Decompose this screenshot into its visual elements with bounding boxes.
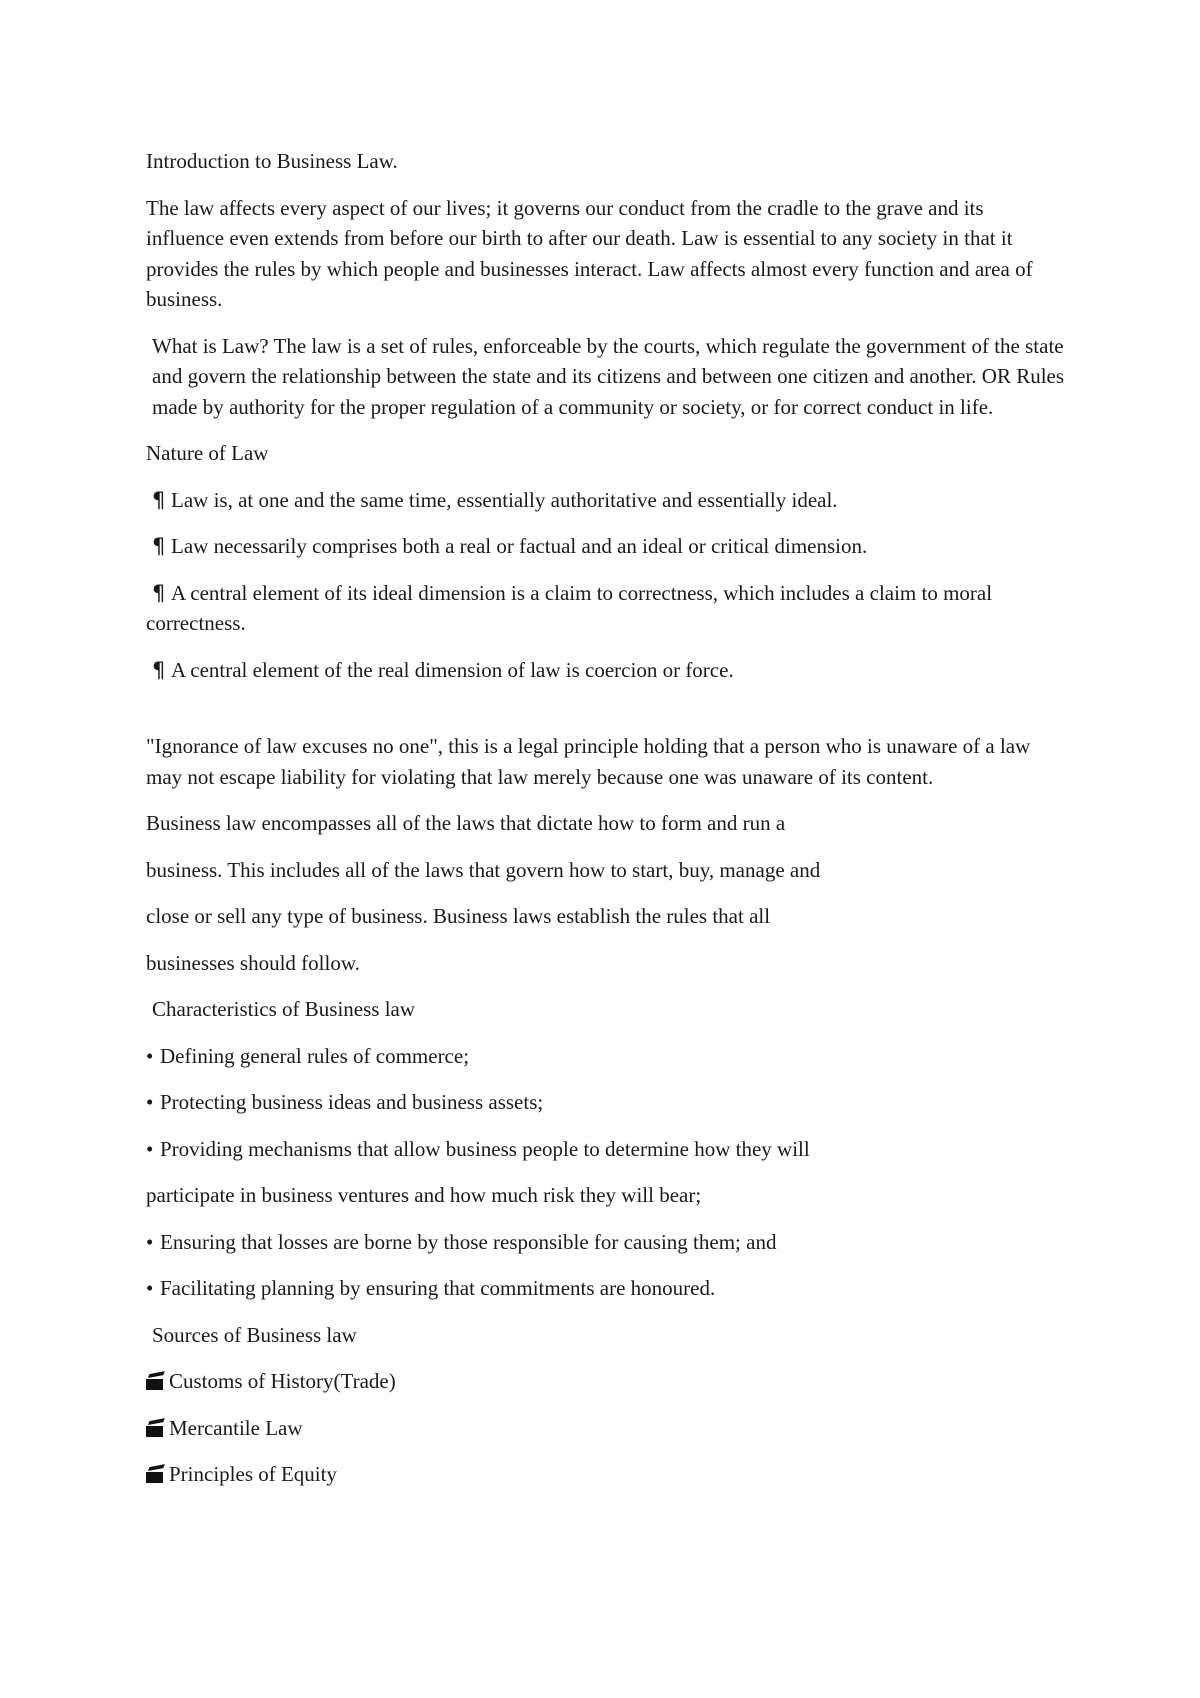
nature-item-text: A central element of its ideal dimension is a claim to correctness, which includes a claim to moral correctness.: [146, 580, 993, 635]
business-law-line: Business law encompasses all of the laws that dictate how to form and run a: [146, 811, 786, 835]
bullet-icon: •: [146, 1276, 154, 1300]
characteristic-text: Protecting business ideas and business assets;: [160, 1090, 544, 1114]
characteristic-item: [146, 1087, 1066, 1118]
document-title: Introduction to Business Law.: [146, 149, 398, 173]
business-law-line: business. This includes all of the laws that govern how to start, buy, manage and: [146, 857, 821, 882]
source-text: Customs of History(Trade): [169, 1369, 396, 1393]
business-law-line: close or sell any type of business. Business laws establish the rules that all: [146, 904, 771, 928]
paragraph-gap: [146, 701, 1066, 731]
characteristic-continuation: participate in business ventures and how much risk they will bear;: [146, 1183, 702, 1207]
nature-item: [146, 578, 1066, 639]
characteristic-text: Defining general rules of commerce;: [160, 1043, 470, 1068]
nature-item: [146, 485, 1066, 516]
characteristic-item: [146, 1227, 1066, 1258]
characteristic-text: Providing mechanisms that allow business people to determine how they will: [160, 1136, 810, 1161]
clapperboard-icon: [146, 1372, 168, 1390]
nature-item: [146, 531, 1066, 562]
clapperboard-icon: [146, 1465, 168, 1483]
source-item: [146, 1413, 1066, 1444]
pilcrow-icon: ¶: [152, 534, 166, 558]
nature-item-text: A central element of the real dimension of law is coercion or force.: [171, 657, 734, 682]
source-text: Mercantile Law: [169, 1415, 303, 1440]
bullet-icon: •: [146, 1043, 154, 1068]
bullet-icon: •: [146, 1090, 154, 1114]
pilcrow-icon: ¶: [152, 487, 166, 512]
characteristic-text: Ensuring that losses are borne by those responsible for causing them; and: [160, 1229, 777, 1254]
characteristic-item: [146, 1273, 1066, 1304]
source-text: Principles of Equity: [169, 1462, 337, 1486]
clapperboard-icon: [146, 1419, 168, 1437]
characteristic-text: Facilitating planning by ensuring that commitments are honoured.: [160, 1276, 716, 1300]
characteristic-item: [146, 1041, 1066, 1072]
business-law-line: businesses should follow.: [146, 950, 360, 975]
characteristic-item: [146, 1134, 1066, 1165]
nature-heading: Nature of Law: [146, 441, 269, 465]
ignorance-paragraph: "Ignorance of law excuses no one", this is a legal principle holding that a person who is unaware of a law may not escape liability for violating that law merely because one was unaware of its content.: [146, 734, 1031, 789]
definition-paragraph: What is Law? The law is a set of rules, enforceable by the courts, which regulate the government of the state and govern the relationship between the state and its citizens and between one citizen and another. OR Rules made by authority for the proper regulation of a community or society, or for correct conduct in life.: [152, 333, 1065, 419]
characteristics-heading: Characteristics of Business law: [152, 997, 416, 1021]
document-body: [146, 146, 1066, 1506]
source-item: [146, 1459, 1066, 1490]
bullet-icon: •: [146, 1136, 154, 1161]
sources-heading: Sources of Business law: [152, 1322, 357, 1347]
nature-item: [146, 655, 1066, 686]
source-item: [146, 1366, 1066, 1397]
nature-item-text: Law necessarily comprises both a real or factual and an ideal or critical dimension.: [171, 534, 868, 558]
pilcrow-icon: ¶: [152, 580, 166, 605]
bullet-icon: •: [146, 1229, 154, 1254]
pilcrow-icon: ¶: [152, 657, 166, 682]
intro-paragraph: The law affects every aspect of our lives; it governs our conduct from the cradle to the grave and its influence even extends from before our birth to after our death. Law is essential to any society in that it provides the rules by which people and businesses interact. Law affects almost every function and area of business.: [146, 195, 1033, 311]
nature-item-text: Law is, at one and the same time, essentially authoritative and essentially ideal.: [171, 487, 838, 512]
